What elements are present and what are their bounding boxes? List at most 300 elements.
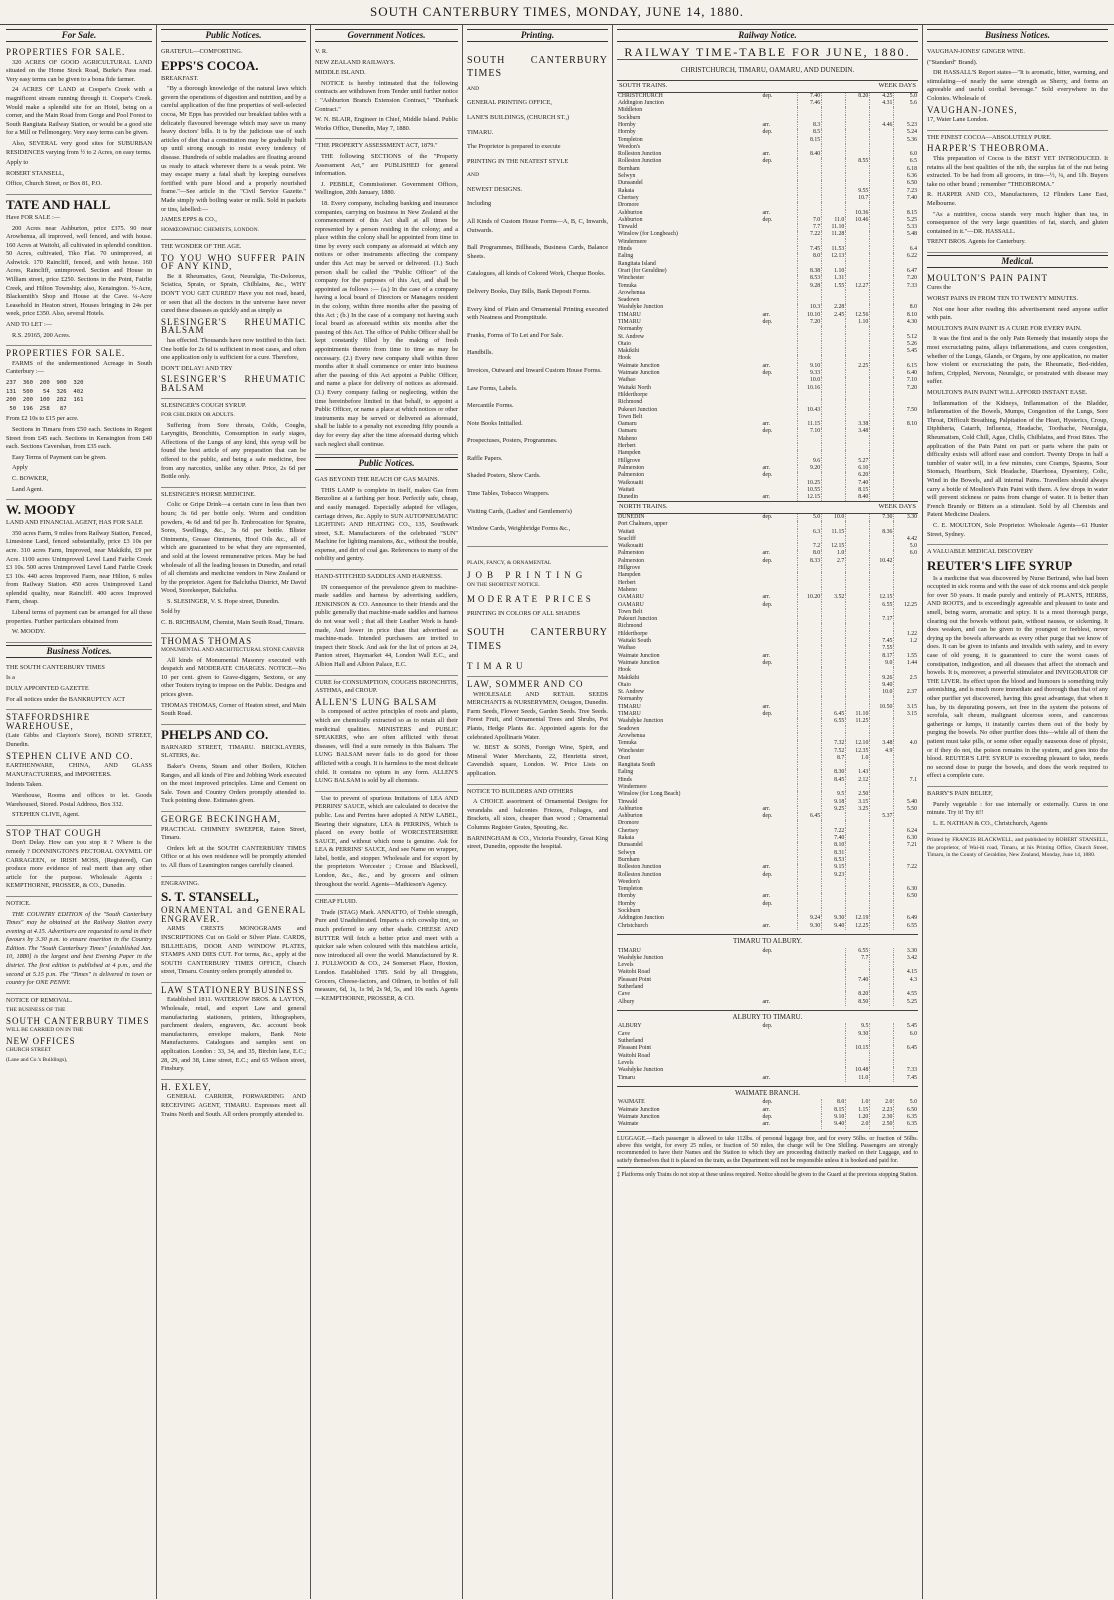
departure-time	[870, 326, 894, 333]
advert-title: W. MOODY	[6, 502, 76, 518]
departure-time: 5.24	[894, 129, 918, 136]
departure-time	[846, 623, 870, 630]
departure-time: 9.15	[822, 864, 846, 871]
departure-time: 9.5	[846, 1023, 870, 1030]
departure-time	[894, 565, 918, 572]
departure-time: 9.33	[798, 370, 822, 377]
departure-time: 6.4	[894, 246, 918, 253]
departure-time	[798, 166, 822, 173]
departure-time: 6.47	[894, 268, 918, 275]
departure-time: 6.10	[846, 465, 870, 472]
departure-time	[870, 428, 894, 435]
departure-time	[822, 137, 846, 144]
departure-time	[870, 711, 894, 718]
timetable-row	[617, 407, 918, 414]
departure-time	[822, 166, 846, 173]
advert-paragraph: 320 ACRES OF GOOD AGRICULTURAL LAND situated on the Home Stock Road, Burke's Pass road. Very easy terms can be given to a bona fide farmer.	[6, 58, 152, 83]
arr-dep	[761, 962, 845, 969]
departure-time: 10.0	[798, 377, 822, 384]
advert-paragraph: Colic or Gripe Drink—a certain cure in less than two hours; 3s 6d per bottle only. Worm and condition powders, 4s 6d and 6d per lb. Embrocation for Sprains, Sores, Swellings, &c., 3s 6d per bottle. Blister Ointments, Grease Ointments, Hoof Oils &c., all of which are guaranteed to be what they are represented, and sold at the lowest remunerative prices. May be had wholesale of all the leading houses in Dunedin, and retail of all chemists and medicine vendors in New Zealand or by the proprietor. Agent for Balclutha District, Mr David Wood, Storekeeper, Balclutha.	[161, 501, 306, 595]
advert-paragraph: GENERAL CARRIER, FORWARDING AND RECEIVING AGENT, TIMARU. Expresses meet all Trains North and South. All orders promptly attended to.	[161, 1093, 306, 1118]
arr-dep: dep.	[762, 129, 773, 136]
departure-time: 10.15	[846, 1045, 870, 1052]
timetable-row	[617, 275, 918, 282]
departure-time: 1.15	[846, 1107, 870, 1114]
departure-time	[798, 631, 822, 638]
arr-dep	[761, 107, 797, 114]
arr-dep	[761, 835, 797, 842]
timetable-row	[617, 195, 918, 202]
station-name: Chertsey	[618, 194, 639, 201]
departure-time	[870, 341, 894, 348]
advert-h-exley	[161, 1080, 306, 1124]
advert-paragraph: 24 ACRES OF LAND at Cooper's Creek with a magnificent stream running through it. Cooper's Creek. Would make a splendid site for an Hotel, being on a corner, and the Main Road from Gorge and Pool Forest to South Rangitata Railway Station, or would be a good site for a Mill or Fellmongery. Very easy terms can be given.	[6, 86, 152, 137]
departure-time	[822, 784, 846, 791]
departure-time: 8.55	[846, 158, 870, 165]
arr-dep: dep.	[762, 472, 773, 479]
arr-dep: arr.	[762, 703, 771, 710]
departure-time	[894, 202, 918, 209]
advert-title: EPPS'S COCOA.	[161, 57, 259, 73]
advert-allens-lung-balsam	[315, 676, 458, 792]
departure-time	[822, 334, 846, 341]
advert-paragraph: THE BUSINESS OF THE	[6, 1007, 66, 1014]
station-name: Pleasant Point	[618, 976, 652, 983]
timetable-row	[617, 835, 918, 842]
timetable-row	[617, 820, 918, 827]
advert-barrys-pain-belief	[927, 787, 1108, 834]
arr-dep	[761, 166, 797, 173]
station-name: Waikouaiti	[618, 479, 644, 486]
departure-time: 8.0	[822, 1099, 846, 1106]
timetable-row	[617, 602, 918, 609]
departure-time	[846, 115, 870, 122]
departure-time: 12.10	[846, 740, 870, 747]
departure-time	[846, 762, 870, 769]
advert-paragraph: Sold by	[161, 608, 181, 616]
timetable-row	[617, 166, 918, 173]
departure-time	[798, 755, 822, 762]
departure-time: 3.48	[846, 428, 870, 435]
departure-time	[894, 239, 918, 246]
departure-time	[870, 886, 894, 893]
timetable-row	[617, 1107, 918, 1114]
departure-time	[870, 543, 894, 550]
arr-dep	[761, 828, 797, 835]
departure-time	[846, 166, 870, 173]
advert-paragraph: THE SOUTH CANTERBURY TIMES	[6, 663, 105, 671]
departure-time	[870, 1053, 894, 1060]
departure-time	[870, 580, 894, 587]
departure-time: 10.25	[798, 480, 822, 487]
timetable-row	[617, 1067, 918, 1074]
departure-time: 9.26	[870, 675, 894, 682]
departure-time	[822, 609, 846, 616]
arr-dep: dep.	[762, 871, 773, 878]
departure-time	[846, 137, 870, 144]
advert-signature: J. PEBBLE, Commissioner. Government Offices, Wellington, 20th January, 1880.	[315, 180, 458, 197]
departure-time: 7.20	[894, 275, 918, 282]
arr-dep	[761, 623, 797, 630]
departure-time	[870, 195, 894, 202]
arr-dep	[761, 436, 797, 443]
advert-title: THOMAS THOMAS	[161, 635, 253, 646]
departure-time	[870, 718, 894, 725]
departure-time	[870, 1023, 894, 1030]
departure-time	[798, 144, 822, 151]
timetable-row	[617, 791, 918, 798]
station-name: Rakaia	[618, 187, 635, 194]
departure-time: 2.30	[870, 1114, 894, 1121]
departure-time	[846, 828, 870, 835]
station-name: Rakaia	[618, 835, 635, 842]
departure-time	[870, 283, 894, 290]
departure-time: 7.45	[798, 246, 822, 253]
departure-time	[846, 129, 870, 136]
advert-paragraph: Including	[467, 200, 492, 208]
arr-dep: dep.	[762, 1023, 773, 1030]
advert-signature: STEPHEN CLIVE, Agent.	[12, 811, 80, 819]
arr-dep	[761, 521, 797, 528]
departure-time: 6.0	[894, 151, 918, 158]
departure-time: 2.50	[870, 1121, 894, 1128]
departure-time	[822, 820, 846, 827]
departure-time	[798, 879, 822, 886]
departure-time	[846, 645, 870, 652]
departure-time: 5.23	[894, 122, 918, 129]
departure-time	[870, 1067, 894, 1074]
printing-service-item: Visiting Cards, (Ladies' and Gentlemen's)	[467, 507, 572, 515]
departure-time	[870, 806, 894, 813]
departure-time	[870, 166, 894, 173]
timetable-row	[617, 667, 918, 674]
departure-time	[870, 224, 894, 231]
departure-time	[894, 480, 918, 487]
departure-time: 7.21	[894, 842, 918, 849]
station-name: Town Belt	[618, 608, 643, 615]
departure-time: 6.20	[846, 472, 870, 479]
station-name: Washdyke Junction	[618, 1067, 664, 1074]
arr-dep	[761, 682, 797, 689]
departure-time	[846, 224, 870, 231]
advert-paragraph: Is a	[6, 674, 15, 682]
arr-dep	[761, 616, 797, 623]
timetable-row	[617, 514, 918, 521]
arr-dep	[761, 733, 797, 740]
departure-time	[894, 682, 918, 689]
departure-time: 10.3	[798, 304, 822, 311]
departure-time	[894, 623, 918, 630]
advert-engraving-stansell	[161, 877, 306, 983]
departure-time	[846, 558, 870, 565]
departure-time	[870, 521, 894, 528]
arr-dep	[761, 1031, 845, 1038]
departure-time: 5.0	[894, 543, 918, 550]
departure-time	[870, 923, 894, 930]
departure-time	[870, 348, 894, 355]
arr-dep: dep.	[762, 1114, 773, 1121]
advert-paragraph: ON THE SHORTEST NOTICE.	[467, 581, 540, 588]
departure-time	[870, 536, 894, 543]
advert-subtitle: MIDDLE ISLAND.	[315, 69, 366, 77]
arr-dep	[761, 580, 797, 587]
arr-dep	[761, 529, 797, 536]
arr-dep	[761, 740, 797, 747]
advert-name: VAUGHAN-JONES,	[927, 104, 1018, 115]
advert-paragraph: DULY APPOINTED GAZETTE	[6, 685, 89, 693]
departure-time: 9.55	[846, 188, 870, 195]
departure-time: 7.55	[870, 645, 894, 652]
departure-time: 5.48	[894, 231, 918, 238]
station-name: Waimate	[618, 1121, 639, 1128]
timetable-row	[617, 465, 918, 472]
arr-dep	[761, 565, 797, 572]
station-name: Hinds	[618, 776, 632, 783]
departure-time	[798, 645, 822, 652]
departure-time: 8.50	[846, 999, 870, 1006]
departure-time	[846, 529, 870, 536]
station-name: Hook	[618, 355, 631, 362]
departure-time	[870, 609, 894, 616]
station-name: Oamaru	[618, 428, 637, 435]
departure-time	[870, 188, 894, 195]
departure-time	[822, 536, 846, 543]
advert-nz-railways	[315, 45, 458, 139]
departure-time	[822, 587, 846, 594]
departure-time	[846, 122, 870, 129]
departure-time	[822, 813, 846, 820]
arr-dep	[761, 850, 797, 857]
timetable-row	[617, 436, 918, 443]
advert-staffordshire-warehouse	[6, 710, 152, 826]
departure-time	[822, 122, 846, 129]
departure-time	[846, 239, 870, 246]
departure-time	[894, 594, 918, 601]
station-name: Rolleston Junction	[618, 151, 662, 158]
advert-paragraph: Warehouse, Rooms and offices to let. Goods Warehoused, Stored. Postal Address, Box 332.	[6, 791, 152, 808]
timetable-row	[617, 660, 918, 667]
station-name: Waimate Junction	[618, 1106, 660, 1113]
departure-time: 1.20	[846, 1114, 870, 1121]
departure-time	[870, 999, 894, 1006]
timetable-row	[617, 962, 918, 969]
timetable-row	[617, 450, 918, 457]
arr-dep	[761, 377, 797, 384]
departure-time	[798, 711, 822, 718]
advert-name: JAMES EPPS & CO.,	[161, 216, 217, 224]
departure-time: 6.15	[894, 363, 918, 370]
departure-time	[798, 872, 822, 879]
timetable-row	[617, 392, 918, 399]
station-name: Arowhenua	[618, 732, 646, 739]
arr-dep	[761, 355, 797, 362]
departure-time	[870, 334, 894, 341]
timetable-row	[617, 748, 918, 755]
advert-subtitle: Have FOR SALE :—	[6, 213, 61, 221]
timetable-row	[617, 718, 918, 725]
departure-time: 2.0	[846, 1121, 870, 1128]
departure-time	[846, 268, 870, 275]
departure-time	[822, 129, 846, 136]
departure-time	[798, 696, 822, 703]
departure-time	[846, 348, 870, 355]
departure-time	[798, 806, 822, 813]
departure-time: 2.23	[870, 1107, 894, 1114]
station-name: Makikihi	[618, 674, 640, 681]
departure-time	[798, 239, 822, 246]
departure-time: 7.30	[870, 514, 894, 521]
arr-dep: arr.	[762, 421, 771, 428]
timetable-row	[617, 239, 918, 246]
departure-time	[894, 879, 918, 886]
station-name: Windermere	[618, 238, 647, 245]
advert-ginger-wine	[927, 45, 1108, 131]
departure-time	[894, 107, 918, 114]
arr-dep	[761, 115, 797, 122]
advert-harpers-theobroma	[927, 131, 1108, 253]
departure-time: 6.45	[894, 1045, 918, 1052]
station-name: Waimate Junction	[618, 1114, 660, 1121]
timetable-row	[617, 348, 918, 355]
departure-time	[798, 908, 822, 915]
departure-time: 1.0	[822, 550, 846, 557]
timetable-row	[617, 107, 918, 114]
advert-paragraph: Liberal terms of payment can be arranged for all these properties. Further particulars obtained from	[6, 609, 152, 625]
departure-time	[870, 370, 894, 377]
departure-time: 10.20	[798, 594, 822, 601]
advert-name: ALLEN'S LUNG BALSAM	[315, 696, 438, 707]
section-heading-for-sale: For Sale.	[6, 29, 152, 42]
departure-time	[798, 521, 822, 528]
advert-w-moody	[6, 500, 152, 643]
departure-time	[822, 436, 846, 443]
arr-dep	[761, 984, 845, 991]
departure-time	[846, 813, 870, 820]
advert-name: STEPHEN CLIVE AND CO.	[6, 750, 134, 761]
advert-title: ENGRAVING.	[161, 879, 200, 887]
arr-dep	[761, 784, 797, 791]
departure-time	[894, 115, 918, 122]
advert-title: PROPERTIES FOR SALE.	[6, 47, 126, 57]
departure-time	[822, 188, 846, 195]
arr-dep	[761, 609, 797, 616]
timetable-row	[617, 580, 918, 587]
timetable-row	[617, 370, 918, 377]
arr-dep: arr.	[762, 550, 771, 557]
timetable-row	[617, 399, 918, 406]
timetable-row	[617, 769, 918, 776]
departure-time: 12.19	[846, 915, 870, 922]
timetable-row	[617, 414, 918, 421]
departure-time	[870, 261, 894, 268]
advert-title: NEW ZEALAND RAILWAYS.	[315, 58, 396, 66]
arr-dep	[761, 667, 797, 674]
station-name: Albury	[618, 998, 635, 1005]
departure-time: 4.3	[894, 977, 918, 984]
departure-time	[846, 543, 870, 550]
timaru-albury-table	[617, 948, 918, 1006]
departure-time	[894, 587, 918, 594]
departure-time	[846, 667, 870, 674]
departure-time	[822, 210, 846, 217]
departure-time: 5.37	[870, 813, 894, 820]
station-name: Chertsey	[618, 827, 639, 834]
departure-time	[870, 1060, 894, 1067]
column-railway	[613, 25, 923, 1599]
departure-time	[870, 443, 894, 450]
departure-time: 8.53	[822, 857, 846, 864]
departure-time: 6.55	[870, 602, 894, 609]
departure-time	[870, 246, 894, 253]
arr-dep: arr.	[762, 922, 771, 929]
departure-time	[870, 631, 894, 638]
departure-time	[894, 791, 918, 798]
arr-dep: dep.	[762, 557, 773, 564]
arr-dep	[761, 638, 797, 645]
departure-time: 1.31	[822, 275, 846, 282]
advert-paragraph: NEW OFFICES	[6, 1035, 76, 1046]
departure-time: 5.33	[894, 224, 918, 231]
departure-time	[870, 850, 894, 857]
timetable-row	[617, 893, 918, 900]
departure-time	[870, 777, 894, 784]
station-name: Waitohi Road	[618, 1052, 650, 1059]
departure-time: 6.50	[894, 1107, 918, 1114]
departure-time	[822, 689, 846, 696]
departure-time: 9.23	[822, 872, 846, 879]
printing-service-item: Catalogues, all kinds of Colored Work, Cheque Books.	[467, 270, 606, 278]
arr-dep	[761, 450, 797, 457]
station-name: Otaio	[618, 681, 631, 688]
departure-time: 3.30	[894, 514, 918, 521]
departure-time	[870, 696, 894, 703]
departure-time	[870, 253, 894, 260]
departure-time	[894, 733, 918, 740]
timetable-row	[617, 857, 918, 864]
advert-gas-lamp	[315, 473, 458, 570]
advert-paragraph: GENERAL PRINTING OFFICE,	[467, 99, 552, 107]
departure-time	[822, 893, 846, 900]
station-name: Herbert	[618, 579, 636, 586]
arr-dep: dep.	[762, 428, 773, 435]
departure-time	[822, 675, 846, 682]
departure-time	[798, 886, 822, 893]
departure-time	[846, 835, 870, 842]
advert-name: W. MOODY.	[12, 628, 46, 636]
departure-time: 7.40	[798, 93, 822, 100]
station-name: Rolleston Junction	[618, 158, 662, 165]
departure-time	[822, 762, 846, 769]
advert-paragraph: Suffering from Sore throats, Colds, Coughs, Laryngitis, Bronchitis, Consumption in early stages, Affections of the Lungs of any kind, this syrup will be found the best article of any preparation that can be offered to the public, and being a safe medicine, free from any narcotics, unlike any other. Price, 2s 6d per Bottle only.	[161, 421, 306, 481]
timetable-row	[617, 363, 918, 370]
departure-time	[846, 820, 870, 827]
arr-dep	[761, 341, 797, 348]
arr-dep	[761, 443, 797, 450]
station-name: CHRISTCHURCH	[618, 92, 663, 99]
advert-signature: THOMAS THOMAS, Corner of Heaton street, and Main South Road.	[161, 701, 306, 718]
departure-time: 12.15	[822, 543, 846, 550]
departure-time	[798, 587, 822, 594]
departure-time	[822, 261, 846, 268]
departure-time	[798, 180, 822, 187]
arr-dep	[761, 180, 797, 187]
advert-paragraph: THE following SECTIONS of the "Property Assessment Act," are PUBLISHED for general information.	[315, 152, 458, 178]
advert-title: BARRY'S PAIN BELIEF,	[927, 789, 993, 797]
station-name: Waimate Junction	[618, 370, 660, 377]
timetable-row	[617, 521, 918, 528]
departure-time	[894, 414, 918, 421]
departure-time	[822, 319, 846, 326]
